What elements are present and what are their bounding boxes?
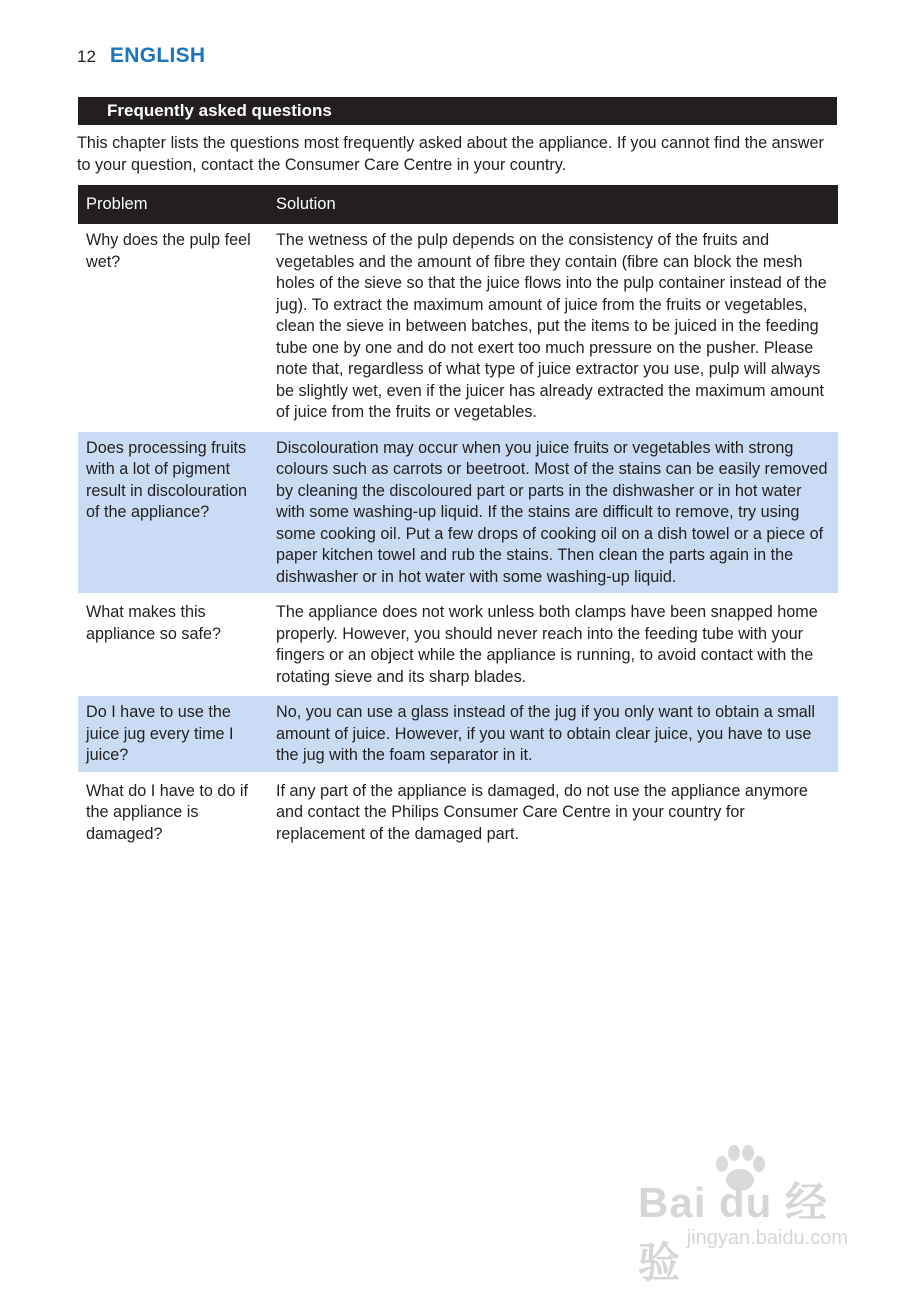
table-row — [78, 224, 838, 430]
column-header-solution: Solution — [268, 185, 838, 224]
solution-cell: If any part of the appliance is damaged, do not use the appliance anymore and contact the Philips Consumer Care Centre in your country for replacement of the damaged part. — [268, 773, 838, 852]
solution-cell: The wetness of the pulp depends on the consistency of the fruits and vegetables and the amount of fibre they contain (fibre can block the mesh holes of the sieve so that the juice flows into the pulp container instead of the jug). To extract the maximum amount of juice from the fruits or vegetables, clean the sieve in between batches, put the items to be juiced in the feeding tube one by one and do not exert too much pressure on the pusher. Please note that, regardless of what type of juice extractor you use, pulp will always be slightly wet, even if the juicer has already extracted the maximum amount of juice from the fruits or vegetables. — [268, 224, 838, 430]
column-header-problem: Problem — [78, 185, 268, 224]
faq-table — [78, 185, 838, 853]
intro-paragraph: This chapter lists the questions most frequently asked about the appliance. If you cannot find the answer to your question, contact the Consumer Care Centre in your country. — [77, 134, 824, 174]
table-row — [78, 595, 838, 695]
problem-cell: What makes this appliance so safe? — [78, 595, 268, 695]
table-header-row — [78, 185, 838, 224]
watermark-url: jingyan.baidu.com — [686, 1227, 848, 1249]
table-row — [78, 773, 838, 852]
problem-cell: What do I have to do if the appliance is damaged? — [78, 773, 268, 852]
problem-cell: Does processing fruits with a lot of pigment result in discolouration of the appliance? — [78, 430, 268, 595]
solution-cell: The appliance does not work unless both clamps have been snapped home properly. However, you should never reach into the feeding tube with your fingers or an object while the appliance is running, to avoid contact with the rotating sieve and its sharp blades. — [268, 595, 838, 695]
language-heading: ENGLISH — [109, 44, 206, 67]
solution-cell: Discolouration may occur when you juice fruits or vegetables with strong colours such as carrots or beetroot. Most of the stains can be easily removed by cleaning the discoloured part or parts in the dishwasher or in hot water with some washing-up liquid. If the stains are difficult to remove, try using some cooking oil. Put a few drops of cooking oil on a dish towel or a piece of paper kitchen towel and rub the stains. Then clean the parts again in the dishwasher or in hot water with some washing-up liquid. — [268, 430, 838, 595]
problem-cell: Do I have to use the juice jug every time I juice? — [78, 695, 268, 774]
table-row — [78, 430, 838, 595]
watermark-logo: Bai du 经验 — [638, 1179, 829, 1286]
solution-cell: No, you can use a glass instead of the jug if you only want to obtain a small amount of juice. However, if you want to obtain clear juice, you have to use the jug with the foam separator in it. — [268, 695, 838, 774]
problem-cell: Why does the pulp feel wet? — [78, 224, 268, 430]
page-header — [77, 44, 205, 68]
baidu-watermark — [638, 1140, 848, 1286]
table-row — [78, 695, 838, 774]
page-number: 12 — [77, 47, 96, 66]
section-title: Frequently asked questions — [78, 97, 837, 125]
